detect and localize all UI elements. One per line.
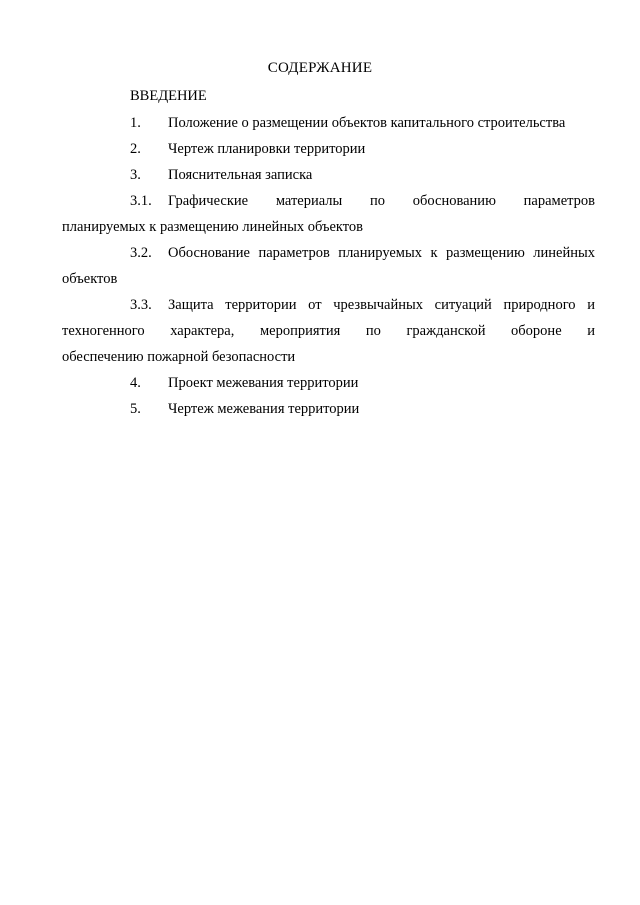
- toc-text-line: Графические материалы по обоснованию параметров: [168, 193, 595, 209]
- toc-number: 5.: [130, 401, 141, 417]
- toc-intro: ВВЕДЕНИЕ: [130, 88, 207, 104]
- toc-text-line: объектов: [62, 271, 118, 287]
- toc-text: Чертеж межевания территории: [168, 401, 360, 417]
- toc-number: 3.1.: [130, 193, 152, 209]
- toc-text: Чертеж планировки территории: [168, 141, 366, 157]
- toc-text-line: обеспечению пожарной безопасности: [62, 349, 296, 365]
- toc-number: 3.3.: [130, 297, 152, 313]
- toc-text-line: Обоснование параметров планируемых к размещению линейных: [168, 245, 595, 261]
- toc-number: 2.: [130, 141, 141, 157]
- toc-text-line: планируемых к размещению линейных объектов: [62, 219, 363, 235]
- toc-text: Проект межевания территории: [168, 375, 359, 391]
- page-title: СОДЕРЖАНИЕ: [267, 60, 373, 76]
- toc-text: Пояснительная записка: [168, 167, 313, 183]
- toc-number: 3.2.: [130, 245, 152, 261]
- toc-text-line: Защита территории от чрезвычайных ситуаций природного и: [168, 297, 595, 313]
- toc-number: 3.: [130, 167, 141, 183]
- toc-text-line: техногенного характера, мероприятия по гражданской обороне и: [62, 323, 595, 339]
- toc-text: Положение о размещении объектов капитального строительства: [168, 115, 566, 131]
- toc-number: 1.: [130, 115, 141, 131]
- toc-number: 4.: [130, 375, 141, 391]
